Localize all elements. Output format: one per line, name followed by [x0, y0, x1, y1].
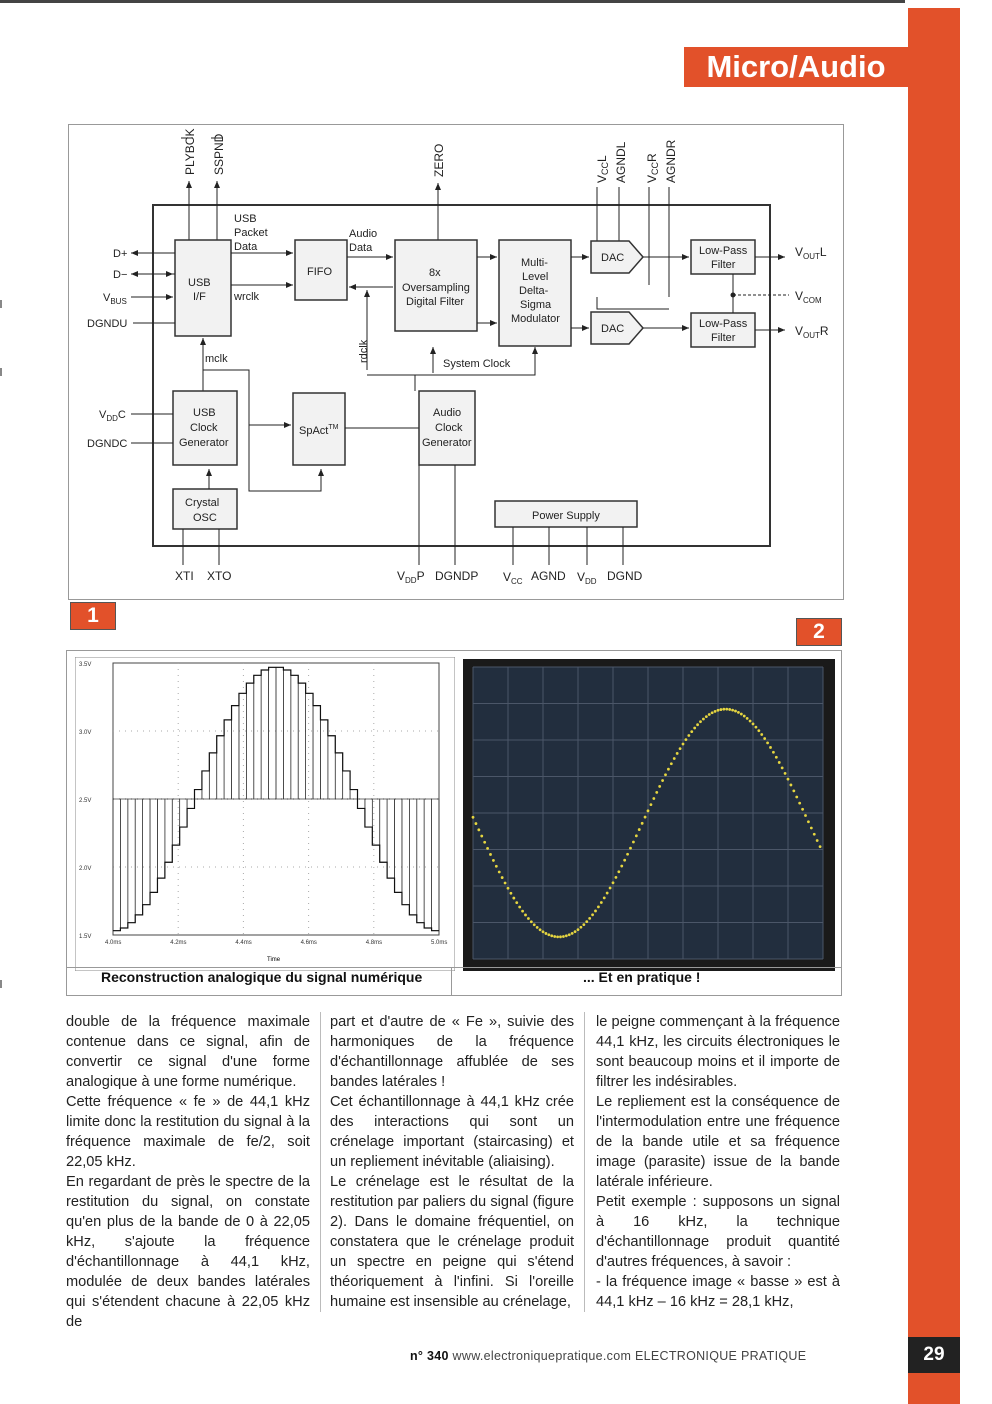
scope-trace-dot — [792, 790, 795, 793]
spact-label: SpAct™ — [299, 424, 339, 437]
paragraph: En regardant de près le spectre de la restitution du signal, on constate qu'en plus de la bande de 0 à 22,05 kHz, s'ajoute la fréquence d'échantillonnage à 44,1 kHz, modulée de deux bandes latérales qui s'étendent chacune à 22,05 kHz de — [66, 1174, 310, 1330]
dgndu-label: DGNDU — [87, 318, 128, 330]
scope-trace-dot — [629, 847, 632, 850]
scope-trace-dot — [810, 827, 813, 830]
scope-trace-dot — [658, 785, 661, 788]
scope-trace-dot — [722, 708, 725, 711]
scope-trace-dot — [600, 901, 603, 904]
mod-label-1: Multi- — [521, 257, 548, 269]
scope-trace-dot — [539, 928, 542, 931]
scope-trace-dot — [545, 932, 548, 935]
scope-trace-dot — [804, 814, 807, 817]
scope-trace-dot — [518, 906, 521, 909]
scope-trace-dot — [521, 910, 524, 913]
scope-trace-dot — [638, 828, 641, 831]
magazine-name: ELECTRONIQUE PRATIQUE — [634, 1349, 807, 1363]
vccr-label: VCCR — [645, 153, 660, 183]
usb-clock-label-1: USB — [193, 407, 216, 419]
sspnd-label: SSPND — [212, 133, 226, 175]
scope-trace-dot — [577, 928, 580, 931]
voutl-label: $V_{OUT}L$ — [795, 245, 827, 261]
scope-trace-dot — [591, 913, 594, 916]
mod-label-4: Sigma — [520, 299, 552, 311]
scope-trace-dot — [652, 797, 655, 800]
y-tick-label: 2.0V — [79, 866, 92, 872]
scope-trace-dot — [766, 741, 769, 744]
rdclk-label: rdclk — [358, 339, 370, 363]
scope-trace-dot — [717, 709, 720, 712]
dac-left-label: DAC — [601, 252, 625, 264]
scope-trace-dot — [486, 847, 489, 850]
vcc-label: $V_{CC}$ — [503, 570, 523, 586]
scope-trace-dot — [760, 733, 763, 736]
scope-trace-dot — [574, 930, 577, 933]
scope-trace-dot — [650, 803, 653, 806]
scope-trace-dot — [498, 871, 501, 874]
scope-trace-dot — [699, 720, 702, 723]
scope-trace-dot — [615, 876, 618, 879]
scope-trace-dot — [495, 865, 498, 868]
scope-trace-dot — [542, 930, 545, 933]
figure-2-frame — [66, 650, 842, 996]
dac-right-label: DAC — [601, 323, 625, 335]
footer — [410, 1349, 806, 1363]
scope-trace-dot — [801, 808, 804, 811]
dgnd-label: DGND — [607, 569, 643, 583]
audio-clock-label-1: Audio — [433, 407, 462, 419]
scope-trace-dot — [728, 708, 731, 711]
scope-trace-dot — [667, 768, 670, 771]
scope-trace-dot — [769, 746, 772, 749]
figure-1-number: 1 — [70, 602, 116, 630]
margin-mark — [0, 980, 2, 988]
scope-trace-dot — [612, 881, 615, 884]
scope-trace-dot — [524, 914, 527, 917]
x-tick-label: 4.6ms — [300, 940, 317, 946]
figure-2-caption-left: Reconstruction analogique du signal numérique — [101, 969, 423, 985]
usb-packet-label-3: Data — [234, 241, 258, 253]
lpf-left-label-2: Filter — [711, 259, 736, 271]
paragraph: double de la fréquence maximale contenue dans ce signal, afin de convertir ce signal d'une forme analogique à une forme numérique. — [66, 1014, 310, 1090]
scope-trace-dot — [617, 870, 620, 873]
scope-trace-dot — [755, 726, 758, 729]
mod-label-2: Level — [522, 271, 549, 283]
usb-packet-label-2: Packet — [234, 227, 268, 239]
scope-trace-dot — [588, 917, 591, 920]
dgndc-label: DGNDC — [87, 438, 128, 450]
scope-trace-dot — [737, 711, 740, 714]
scope-trace-dot — [787, 778, 790, 781]
scope-trace-dot — [507, 887, 510, 890]
scope-trace-dot — [492, 859, 495, 862]
zero-label: ZERO — [432, 143, 446, 177]
scope-trace-dot — [580, 926, 583, 929]
scope-trace-dot — [763, 737, 766, 740]
figure-2-number: 2 — [796, 618, 842, 646]
audio-data-label-2: Data — [349, 242, 373, 254]
scope-trace-dot — [641, 822, 644, 825]
agndr-label: AGNDR — [664, 139, 678, 183]
scope-trace-dot — [536, 926, 539, 929]
audio-clock-label-2: Clock — [435, 422, 463, 434]
vdd-label: $V_{DD}$ — [577, 570, 597, 586]
scope-trace-dot — [679, 747, 682, 750]
scope-trace-dot — [530, 920, 533, 923]
scope-trace-dot — [655, 791, 658, 794]
site-url: www.electroniquepratique.com — [452, 1349, 632, 1363]
staircase-plot — [75, 657, 455, 971]
scope-trace-dot — [644, 816, 647, 819]
filter-label-3: Digital Filter — [406, 296, 465, 308]
scope-trace-dot — [795, 796, 798, 799]
scope-trace-dot — [676, 752, 679, 755]
vddc-label: $V_{DD}C$ — [99, 409, 126, 423]
scope-trace-dot — [687, 734, 690, 737]
scope-trace-dot — [510, 892, 513, 895]
scope-trace-dot — [690, 730, 693, 733]
scope-trace-dot — [477, 828, 480, 831]
margin-mark — [0, 300, 2, 308]
scope-trace-dot — [475, 822, 478, 825]
scope-trace-dot — [784, 772, 787, 775]
issue-number: n° 340 — [410, 1349, 449, 1363]
mod-label-5: Modulator — [511, 313, 560, 325]
x-tick-label: 5.0ms — [431, 940, 448, 946]
paragraph: Cet échantillonnage à 44,1 kHz crée des interactions qui sont un crénelage important (staircasing) et un repliement inévitable (aliaising). — [330, 1094, 574, 1170]
scope-trace-dot — [711, 711, 714, 714]
dgndp-label: DGNDP — [435, 569, 479, 583]
scope-trace-dot — [673, 757, 676, 760]
xti-label: XTI — [175, 569, 194, 583]
scope-trace-dot — [609, 887, 612, 890]
scope-trace-dot — [734, 710, 737, 713]
scope-trace-dot — [603, 896, 606, 899]
wrclk-label: wrclk — [234, 291, 260, 303]
scope-trace-dot — [571, 932, 574, 935]
lpf-left-label-1: Low-Pass — [699, 245, 748, 257]
scope-trace-dot — [664, 773, 667, 776]
x-tick-label: 4.0ms — [105, 940, 122, 946]
dplus-label: D+ — [113, 248, 128, 260]
scope-trace-dot — [568, 933, 571, 936]
text-column-2 — [330, 1012, 574, 1312]
scope-trace-dot — [816, 839, 819, 842]
scope-trace-dot — [565, 934, 568, 937]
paragraph: Le repliement est la conséquence de l'intermodulation entre une fréquence de la bande utile et sa fréquence image (parasite) issue de la bande latérale inférieure. — [596, 1094, 840, 1190]
time-axis-label: Time — [267, 957, 281, 963]
scope-trace-dot — [626, 853, 629, 856]
system-clock-label: System Clock — [443, 358, 511, 370]
agnd-label: AGND — [531, 569, 566, 583]
y-tick-label: 2.5V — [79, 798, 92, 804]
page-edge-bar — [908, 8, 960, 1404]
paragraph: part et d'autre de « Fe », suivie des harmoniques de la fréquence d'échantillonnage affublée de ses bandes latérales ! — [330, 1014, 574, 1090]
scope-trace-dot — [606, 892, 609, 895]
vccl-label: VCCL — [595, 155, 610, 183]
scope-trace-dot — [597, 905, 600, 908]
scope-trace-dot — [775, 756, 778, 759]
crystal-label-1: Crystal — [185, 497, 220, 509]
scope-trace-dot — [533, 923, 536, 926]
scope-trace-dot — [714, 710, 717, 713]
dminus-label: D− — [113, 269, 128, 281]
scope-trace-dot — [696, 723, 699, 726]
filter-label-2: Oversampling — [402, 282, 470, 294]
scope-trace-dot — [512, 897, 515, 900]
x-tick-label: 4.8ms — [365, 940, 383, 946]
vcom-label: $V_{COM}$ — [795, 289, 822, 305]
crystal-label-2: OSC — [193, 512, 217, 524]
scope-trace-dot — [635, 834, 638, 837]
scope-trace-dot — [685, 738, 688, 741]
scope-trace-dot — [740, 713, 743, 716]
voutr-label: $V_{OUT}R$ — [795, 324, 829, 340]
paragraph: Cette fréquence « fe » de 44,1 kHz limite donc la restitution du signal à la fréquence maximale de fe/2, soit 22,05 kHz. — [66, 1094, 310, 1170]
figure-1-frame — [68, 124, 844, 600]
usb-if-label-1: USB — [188, 277, 211, 289]
scope-trace-dot — [731, 709, 734, 712]
scope-trace-dot — [504, 882, 507, 885]
paragraph: Le crénelage est le résultat de la restitution par paliers du signal (figure 2). Dans le domaine fréquentiel, on constatera que le crénelage produit un spectre en peigne qui s'étend théoriquement à l'infini. Si l'oreille humaine est insensible au crénelage, — [330, 1174, 574, 1310]
scope-trace-dot — [556, 935, 559, 938]
text-column-1 — [66, 1012, 310, 1332]
scope-trace-dot — [752, 723, 755, 726]
scope-trace-dot — [632, 841, 635, 844]
scope-trace-dot — [562, 935, 565, 938]
scope-trace-dot — [749, 720, 752, 723]
scope-trace-dot — [746, 717, 749, 720]
margin-mark — [0, 368, 2, 376]
scope-trace-dot — [670, 762, 673, 765]
usb-packet-label-1: USB — [234, 213, 257, 225]
scope-trace-dot — [725, 708, 728, 711]
vddp-label: $V_{DD}P$ — [397, 569, 425, 585]
y-tick-label: 3.0V — [79, 730, 92, 736]
scope-trace-dot — [483, 841, 486, 844]
scope-trace-dot — [661, 779, 664, 782]
scope-trace-dot — [480, 835, 483, 838]
scope-trace-dot — [778, 761, 781, 764]
scope-trace-dot — [781, 766, 784, 769]
scope-trace-dot — [620, 865, 623, 868]
usb-if-label-2: I/F — [193, 291, 206, 303]
scope-trace-dot — [682, 743, 685, 746]
audio-data-label-1: Audio — [349, 228, 378, 240]
plybck-label: PLYBCK — [183, 128, 197, 175]
scope-trace-dot — [743, 715, 746, 718]
power-supply-label: Power Supply — [532, 510, 600, 522]
x-tick-label: 4.2ms — [170, 940, 187, 946]
xto-label: XTO — [207, 569, 232, 583]
oscilloscope-screen — [463, 659, 835, 971]
scope-trace-dot — [819, 845, 822, 848]
scope-trace-dot — [547, 933, 550, 936]
scope-trace-dot — [807, 820, 810, 823]
scope-trace-dot — [553, 935, 556, 938]
scope-trace-dot — [813, 833, 816, 836]
page-number: 29 — [908, 1337, 960, 1373]
scope-trace-dot — [705, 715, 708, 718]
lpf-right-label-2: Filter — [711, 332, 736, 344]
lpf-right-label-1: Low-Pass — [699, 318, 748, 330]
scope-trace-dot — [515, 901, 518, 904]
section-label: Micro/Audio — [684, 47, 908, 87]
agndl-label: AGNDL — [614, 141, 628, 183]
y-tick-label: 1.5V — [79, 934, 92, 940]
paragraph: le peigne commençant à la fréquence 44,1 kHz, les circuits électroniques le sont beaucoup moins et il importe de filtrer les indésirables. — [596, 1014, 840, 1090]
top-rule — [0, 0, 905, 3]
scope-trace-dot — [585, 920, 588, 923]
scope-trace-dot — [559, 935, 562, 938]
text-column-3 — [596, 1012, 840, 1312]
scope-trace-dot — [501, 876, 504, 879]
scope-trace-dot — [772, 751, 775, 754]
usb-clock-label-3: Generator — [179, 437, 229, 449]
audio-clock-label-3: Generator — [422, 437, 472, 449]
scope-trace-dot — [693, 727, 696, 730]
scope-trace-dot — [720, 708, 723, 711]
mclk-label: mclk — [205, 353, 228, 365]
fifo-label: FIFO — [307, 266, 333, 278]
paragraph: Petit exemple : supposons un signal à 16 kHz, la technique d'échantillonnage produit quantité d'autres fréquences, à savoir : — [596, 1194, 840, 1270]
usb-clock-label-2: Clock — [190, 422, 218, 434]
scope-trace-dot — [472, 816, 475, 819]
mod-label-3: Delta- — [519, 285, 549, 297]
scope-trace-dot — [708, 713, 711, 716]
scope-trace-dot — [489, 853, 492, 856]
x-tick-label: 4.4ms — [235, 940, 252, 946]
scope-trace-dot — [702, 718, 705, 721]
scope-trace-dot — [790, 784, 793, 787]
scope-trace-dot — [623, 859, 626, 862]
block-diagram — [69, 125, 843, 599]
scope-trace-dot — [757, 729, 760, 732]
scope-trace-dot — [798, 802, 801, 805]
figure-2-caption-right: ... Et en pratique ! — [583, 969, 701, 985]
filter-label-1: 8x — [429, 267, 441, 279]
scope-trace-dot — [594, 910, 597, 913]
vbus-label: $V_{BUS}$ — [103, 292, 127, 306]
paragraph: - la fréquence image « basse » est à 44,1 kHz – 16 kHz = 28,1 kHz, — [596, 1274, 840, 1310]
scope-trace-dot — [550, 934, 553, 937]
scope-trace-dot — [647, 809, 650, 812]
y-tick-label: 3.5V — [79, 662, 92, 668]
scope-trace-dot — [582, 923, 585, 926]
scope-trace-dot — [527, 917, 530, 920]
